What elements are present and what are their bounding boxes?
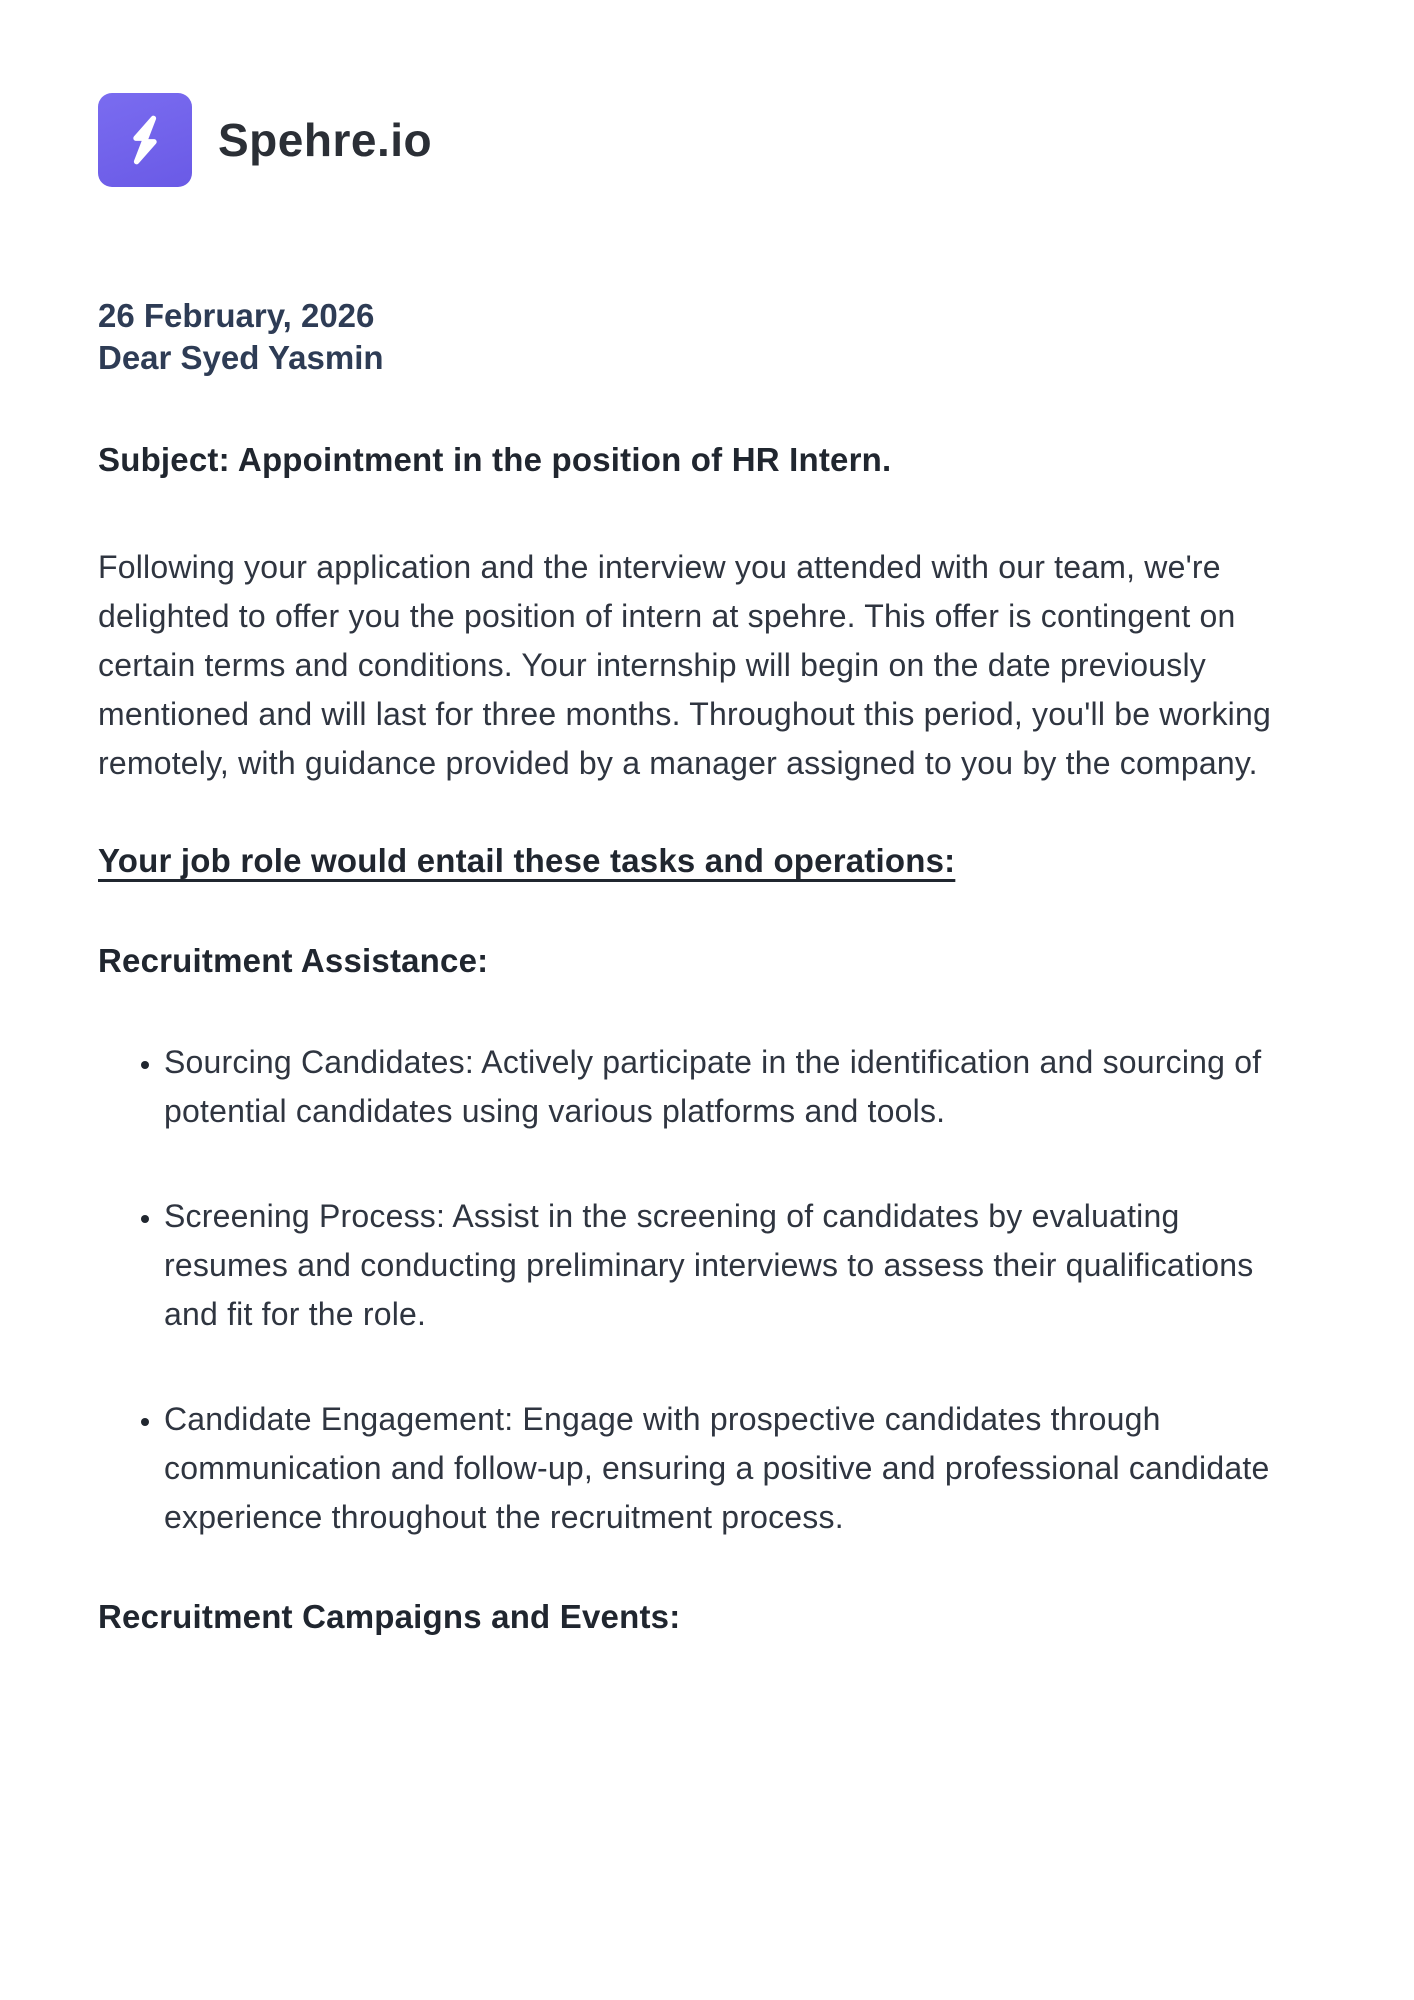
spehre-logo-icon — [98, 93, 192, 187]
subject-line: Subject: Appointment in the position of HR Intern. — [98, 441, 892, 478]
bullet-screening-process: • Screening Process: Assist in the screening of candidates by evaluating resumes and conducting preliminary interviews to assess their qualifications and fit for the role. — [164, 1192, 1304, 1339]
letter-greeting: Dear Syed Yasmin — [98, 339, 384, 376]
bullet-candidate-engagement: • Candidate Engagement: Engage with prospective candidates through communication and follow-up, ensuring a positive and professional candidate experience throughout the recruitment process. — [164, 1395, 1304, 1542]
brand-header — [98, 93, 1322, 187]
tasks-heading: Your job role would entail these tasks and operations: — [98, 842, 956, 879]
section-title-recruitment-assistance: Recruitment Assistance: — [98, 942, 489, 979]
brand-name: Spehre.io — [218, 114, 433, 166]
recruitment-assistance-bullet-list — [98, 1038, 1322, 1542]
intro-paragraph: Following your application and the interview you attended with our team, we're delighted to offer you the position of intern at spehre. This offer is contingent on certain terms and conditions. Your internship will begin on the date previously mentioned and will last for three months. Throughout this period, you'll be working remotely, with guidance provided by a manager assigned to you by the company. — [98, 549, 1271, 781]
section-title-recruitment-campaigns: Recruitment Campaigns and Events: — [98, 1598, 681, 1635]
date-greeting-block — [98, 295, 1322, 379]
letter-date: 26 February, 2026 — [98, 297, 375, 334]
bullet-sourcing-candidates: • Sourcing Candidates: Actively participate in the identification and sourcing of potential candidates using various platforms and tools. — [164, 1038, 1304, 1136]
